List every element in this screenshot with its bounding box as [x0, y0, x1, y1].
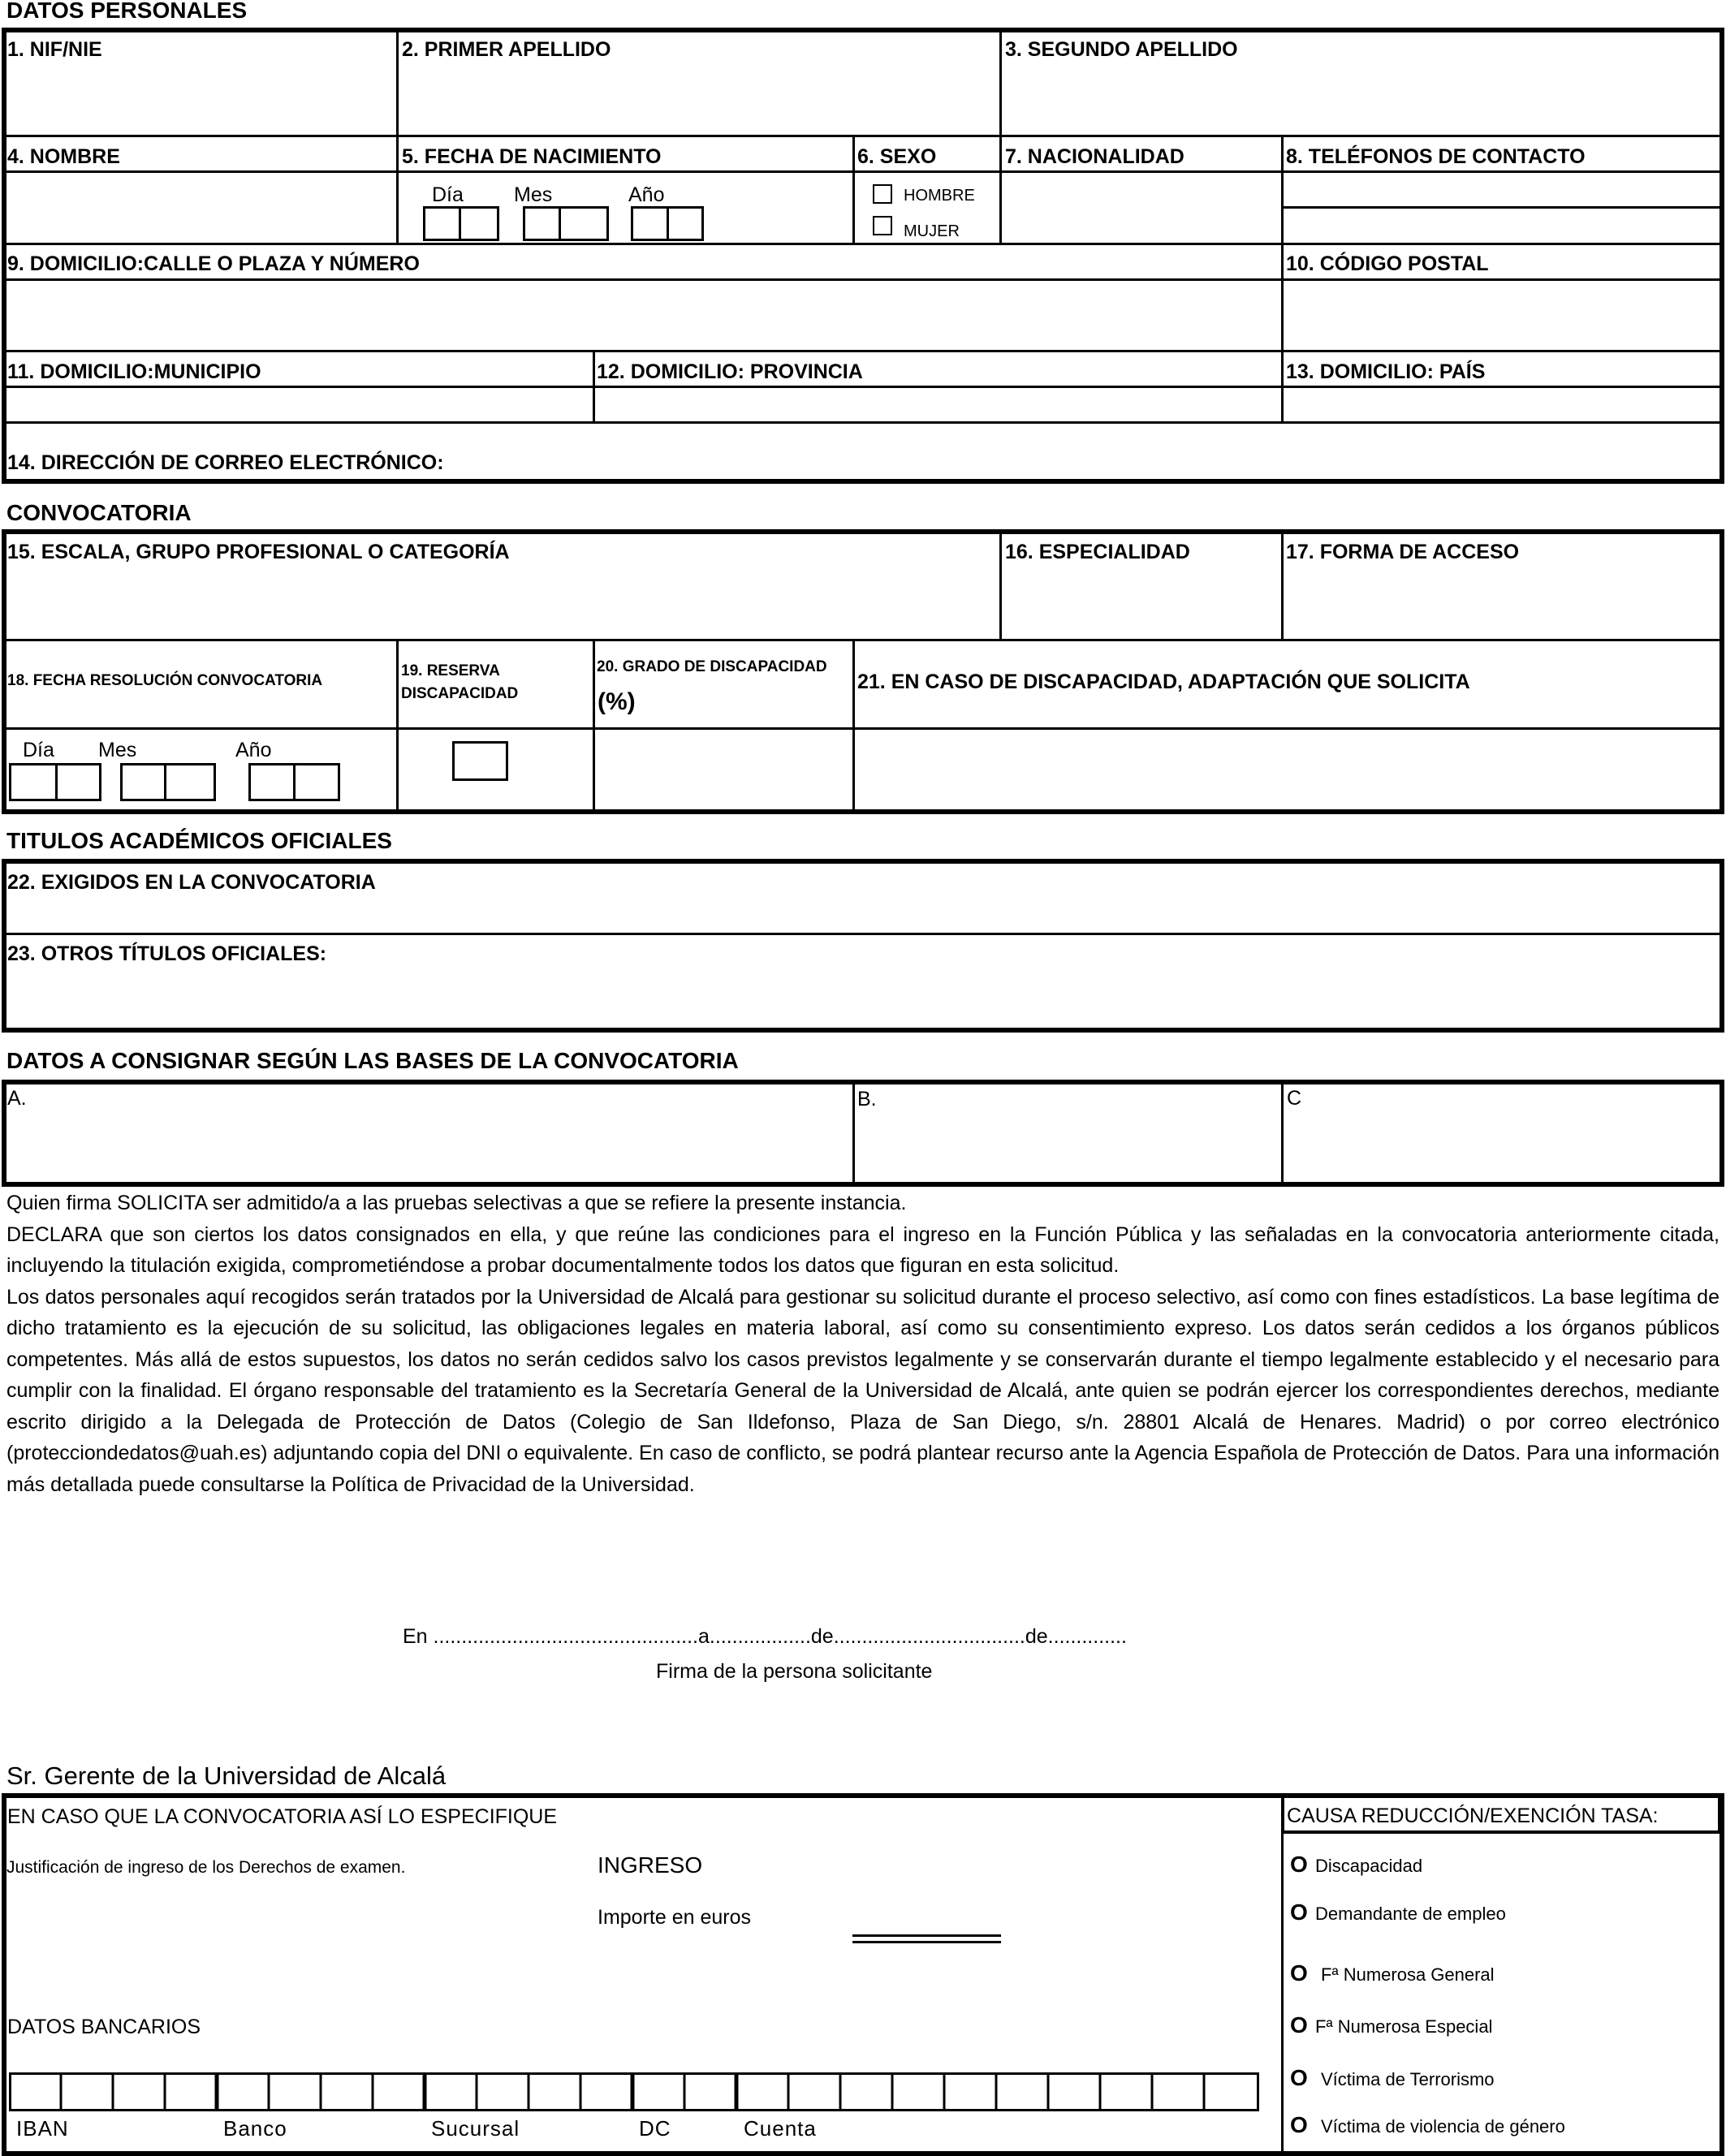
- birth-year-label: Año: [628, 183, 665, 206]
- label-domicilio-calle: 9. DOMICILIO:CALLE O PLAZA Y NÚMERO: [7, 252, 420, 275]
- label-pais: 13. DOMICILIO: PAÍS: [1286, 360, 1486, 383]
- label-fecha-resolucion: 18. FECHA RESOLUCIÓN CONVOCATORIA: [7, 672, 323, 689]
- payment-importe: Importe en euros: [598, 1906, 751, 1929]
- label-provincia: 12. DOMICILIO: PROVINCIA: [597, 360, 863, 383]
- option-familia-numerosa-especial: Fª Numerosa Especial: [1315, 2016, 1493, 2037]
- importe-amount-line[interactable]: [852, 1934, 1001, 1943]
- resolution-year-label: Año: [235, 739, 272, 761]
- birth-month-digit-2[interactable]: [559, 206, 609, 241]
- label-mujer: MUJER: [904, 222, 960, 240]
- radio-familia-numerosa-general[interactable]: O: [1290, 1960, 1308, 1986]
- label-segundo-apellido: 3. SEGUNDO APELLIDO: [1005, 38, 1238, 61]
- input-titulos-exigidos[interactable]: [6, 896, 1720, 930]
- birth-day-digit-2[interactable]: [459, 206, 499, 241]
- birth-month-digit-1[interactable]: [523, 206, 561, 241]
- input-base-c[interactable]: [1286, 1114, 1720, 1182]
- label-grado-unit: (%): [598, 688, 636, 715]
- checkbox-mujer[interactable]: [873, 216, 892, 235]
- resolution-month-label: Mes: [98, 739, 137, 761]
- resolution-month-digit-2[interactable]: [164, 763, 216, 801]
- input-escala[interactable]: [6, 568, 997, 636]
- birth-day-label: Día: [432, 183, 464, 206]
- birth-month-label: Mes: [514, 183, 553, 206]
- bank-iban-label: IBAN: [16, 2116, 69, 2141]
- bank-dc-label: DC: [639, 2116, 671, 2141]
- label-grado-discapacidad: 20. GRADO DE DISCAPACIDAD: [597, 658, 827, 675]
- option-demandante-empleo: Demandante de empleo: [1315, 1904, 1506, 1924]
- label-telefonos: 8. TELÉFONOS DE CONTACTO: [1286, 145, 1586, 168]
- input-grado-discapacidad[interactable]: [598, 732, 849, 808]
- label-nombre: 4. NOMBRE: [7, 145, 120, 168]
- label-base-a: A.: [7, 1087, 27, 1110]
- label-municipio: 11. DOMICILIO:MUNICIPIO: [7, 360, 261, 383]
- option-victima-violencia-genero: Víctima de violencia de género: [1321, 2116, 1565, 2137]
- declaration-privacy: Los datos personales aquí recogidos serán tratados por la Universidad de Alcalá para gestionar su solicitud durante el proceso selectivo, así como con fines estadísticos. La base legítima de dicho tratamiento es la ejecución de su solicitud, las obligaciones legales en materia laboral, así como su consentimiento expreso. Los datos serán cedidos a los órganos públicos competentes. Más allá de estos supuestos, los datos no serán cedidos salvo los casos previstos legalmente y se conservarán durante el tiempo legalmente establecido y el necesario para cumplir con la finalidad. El órgano responsable del tratamiento es la Secretaría General de la Universidad de Alcalá, ante quien se podrán ejercer los correspondientes derechos, mediante escrito dirigido a la Delegada de Protección de Datos (Colegio de San Ildefonso, Plaza de San Diego, s/n. 28801 Alcalá de Henares. Madrid) o por correo electrónico (protecciondedatos@uah.es) adjuntando copia del DNI o equivalente. En caso de conflicto, se podrá plantear recurso ante la Agencia Española de Protección de Datos. Para una información más detallada puede consultarse la Política de Privacidad de la Universidad.: [6, 1285, 1720, 1496]
- bank-digit-grid[interactable]: [9, 2072, 1259, 2111]
- label-hombre: HOMBRE: [904, 187, 975, 205]
- radio-victima-terrorismo[interactable]: O: [1290, 2065, 1308, 2090]
- radio-victima-violencia-genero[interactable]: O: [1290, 2112, 1308, 2137]
- input-base-a[interactable]: [6, 1114, 849, 1182]
- option-victima-terrorismo: Víctima de Terrorismo: [1321, 2069, 1495, 2089]
- bank-data-title: DATOS BANCARIOS: [7, 2016, 201, 2038]
- input-provincia[interactable]: [598, 389, 1278, 420]
- declaration-text: [6, 1188, 1720, 1500]
- input-nacionalidad[interactable]: [1003, 174, 1278, 240]
- addressee: Sr. Gerente de la Universidad de Alcalá: [6, 1761, 447, 1790]
- input-primer-apellido[interactable]: [401, 68, 997, 133]
- label-base-c: C: [1287, 1087, 1302, 1110]
- label-especialidad: 16. ESPECIALIDAD: [1005, 541, 1190, 563]
- input-domicilio-calle[interactable]: [6, 282, 1278, 347]
- label-nacionalidad: 7. NACIONALIDAD: [1005, 145, 1184, 168]
- radio-discapacidad[interactable]: O: [1290, 1852, 1308, 1877]
- section-title-personal: DATOS PERSONALES: [6, 0, 248, 23]
- bank-sucursal-label: Sucursal: [431, 2116, 520, 2141]
- label-nif: 1. NIF/NIE: [7, 38, 102, 61]
- input-otros-titulos[interactable]: [6, 969, 1720, 1028]
- input-nif[interactable]: [6, 60, 393, 133]
- input-forma-acceso[interactable]: [1286, 568, 1720, 636]
- section-title-bases: DATOS A CONSIGNAR SEGÚN LAS BASES DE LA CONVOCATORIA: [6, 1048, 739, 1073]
- bank-banco-label: Banco: [223, 2116, 287, 2141]
- checkbox-reserva-discapacidad[interactable]: [452, 741, 508, 781]
- input-telefono-2[interactable]: [1286, 209, 1720, 240]
- label-exigidos: 22. EXIGIDOS EN LA CONVOCATORIA: [7, 871, 376, 894]
- resolution-day-digit-1[interactable]: [9, 763, 58, 801]
- resolution-month-digit-1[interactable]: [120, 763, 166, 801]
- input-pais[interactable]: [1286, 389, 1720, 420]
- input-base-b[interactable]: [857, 1114, 1278, 1182]
- bank-cuenta-label: Cuenta: [744, 2116, 817, 2141]
- label-otros-titulos: 23. OTROS TÍTULOS OFICIALES:: [7, 942, 327, 965]
- birth-day-digit-1[interactable]: [423, 206, 461, 241]
- input-email[interactable]: [422, 445, 1720, 479]
- label-primer-apellido: 2. PRIMER APELLIDO: [402, 38, 611, 61]
- option-discapacidad: Discapacidad: [1315, 1856, 1423, 1876]
- bank-digit-row: [9, 2072, 1259, 2111]
- signature-place-date[interactable]: En ...............................................a..................de..................................de..............: [403, 1625, 1127, 1648]
- resolution-year-digit-1[interactable]: [248, 763, 296, 801]
- input-nombre[interactable]: [6, 174, 393, 240]
- input-municipio[interactable]: [6, 389, 589, 420]
- label-adaptacion: 21. EN CASO DE DISCAPACIDAD, ADAPTACIÓN QUE SOLICITA: [857, 671, 1470, 693]
- reduction-header: CAUSA REDUCCIÓN/EXENCIÓN TASA:: [1287, 1805, 1659, 1827]
- checkbox-hombre[interactable]: [873, 184, 892, 204]
- input-segundo-apellido[interactable]: [1003, 68, 1720, 133]
- resolution-day-label: Día: [23, 739, 54, 761]
- birth-year-digit-2[interactable]: [667, 206, 704, 241]
- label-sexo: 6. SEXO: [857, 145, 937, 168]
- input-adaptacion[interactable]: [857, 732, 1720, 808]
- option-familia-numerosa-general: Fª Numerosa General: [1321, 1964, 1495, 1985]
- input-especialidad[interactable]: [1003, 568, 1278, 636]
- input-codigo-postal[interactable]: [1286, 282, 1720, 347]
- resolution-day-digit-2[interactable]: [55, 763, 101, 801]
- label-fecha-nacimiento: 5. FECHA DE NACIMIENTO: [402, 145, 662, 168]
- birth-year-digit-1[interactable]: [631, 206, 669, 241]
- label-email: 14. DIRECCIÓN DE CORREO ELECTRÓNICO:: [7, 451, 444, 474]
- payment-header: EN CASO QUE LA CONVOCATORIA ASÍ LO ESPECIFIQUE: [7, 1805, 558, 1828]
- label-forma-acceso: 17. FORMA DE ACCESO: [1286, 541, 1520, 563]
- section-title-titulos: TITULOS ACADÉMICOS OFICIALES: [6, 828, 392, 853]
- label-escala: 15. ESCALA, GRUPO PROFESIONAL O CATEGORÍA: [7, 541, 510, 563]
- payment-ingreso: INGRESO: [598, 1852, 703, 1878]
- label-codigo-postal: 10. CÓDIGO POSTAL: [1286, 252, 1489, 275]
- label-base-b: B.: [857, 1088, 877, 1110]
- section-title-convocatoria: CONVOCATORIA: [6, 500, 192, 525]
- declaration-declara: DECLARA que son ciertos los datos consignados en ella, y que reúne las condiciones para el ingreso en la Función Pública y las señaladas en la convocatoria anteriormente citada, incluyendo la titulación exigida, comprometiéndose a probar documentalmente todos los datos que figuran en esta solicitud.: [6, 1222, 1720, 1277]
- radio-demandante-empleo[interactable]: O: [1290, 1899, 1308, 1925]
- signature-caption: Firma de la persona solicitante: [656, 1660, 933, 1683]
- declaration-solicita: Quien firma SOLICITA ser admitido/a a las pruebas selectivas a que se refiere la presente instancia.: [6, 1192, 907, 1214]
- payment-justification: Justificación de ingreso de los Derechos de examen.: [6, 1858, 406, 1877]
- radio-familia-numerosa-especial[interactable]: O: [1290, 2012, 1308, 2037]
- input-telefono-1[interactable]: [1286, 174, 1720, 205]
- label-reserva-discapacidad: 19. RESERVA DISCAPACIDAD: [401, 662, 519, 702]
- resolution-year-digit-2[interactable]: [293, 763, 340, 801]
